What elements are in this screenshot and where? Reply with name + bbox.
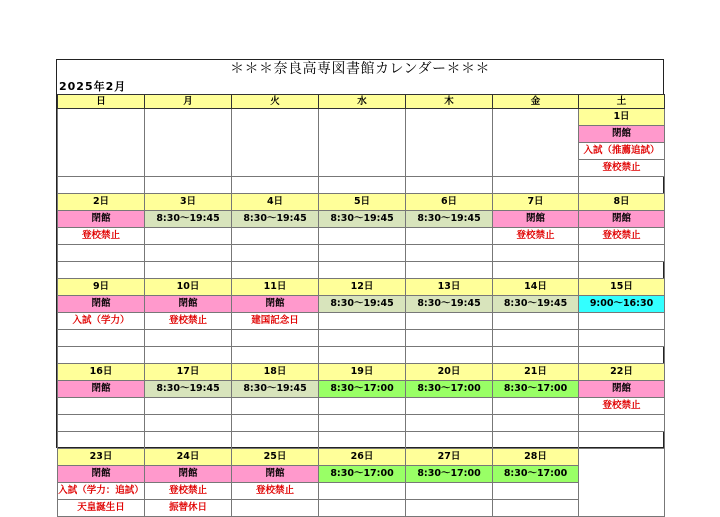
weekday-thu: 木: [406, 95, 493, 109]
day-status: 閉館: [579, 126, 665, 143]
spacer-cell: [579, 347, 665, 364]
day-note: 登校禁止: [58, 228, 145, 245]
day-note: [579, 313, 665, 330]
day-note: [406, 228, 493, 245]
day-note: [232, 500, 319, 517]
day-date: 21日: [493, 364, 579, 381]
week-spacer-row: [58, 262, 665, 279]
day-status: 閉館: [145, 466, 232, 483]
spacer-cell: [579, 432, 665, 449]
spacer-cell: [319, 262, 406, 279]
day-status: 8:30～17:00: [493, 381, 579, 398]
day-note: 登校禁止: [579, 228, 665, 245]
calendar-sheet: [56, 59, 664, 513]
day-date: 22日: [579, 364, 665, 381]
day-status: 閉館: [579, 211, 665, 228]
day-note: [232, 415, 319, 432]
day-note: [406, 415, 493, 432]
spacer-cell: [319, 177, 406, 194]
day-note: [319, 313, 406, 330]
spacer-cell: [145, 262, 232, 279]
week-date-row: [58, 194, 665, 211]
day-date: 12日: [319, 279, 406, 296]
day-status: 8:30～17:00: [319, 381, 406, 398]
day-status: 閉館: [58, 381, 145, 398]
week-note-row: [58, 245, 665, 262]
week-date-row: [58, 279, 665, 296]
day-note: [232, 398, 319, 415]
day-note: [232, 330, 319, 347]
empty-day-cell: [493, 109, 579, 177]
day-note: [319, 415, 406, 432]
day-status: 8:30～19:45: [406, 211, 493, 228]
day-note: [319, 228, 406, 245]
day-status: 閉館: [58, 296, 145, 313]
week-date-row: [58, 364, 665, 381]
day-date: 28日: [493, 449, 579, 466]
day-note: 登校禁止: [493, 228, 579, 245]
day-date: 23日: [58, 449, 145, 466]
day-status: 閉館: [493, 211, 579, 228]
day-note: [145, 330, 232, 347]
day-note: 入試（推薦追試）: [579, 143, 665, 160]
empty-day-cell: [58, 109, 145, 177]
day-note: [493, 245, 579, 262]
day-note: [232, 228, 319, 245]
empty-day-cell: [232, 109, 319, 177]
day-note: [319, 500, 406, 517]
weekday-wed: 水: [319, 95, 406, 109]
spacer-cell: [319, 347, 406, 364]
spacer-cell: [58, 347, 145, 364]
empty-day-cell: [579, 449, 665, 517]
day-status: 8:30～19:45: [319, 211, 406, 228]
day-date: 4日: [232, 194, 319, 211]
day-note: 建国記念日: [232, 313, 319, 330]
calendar-body: [58, 109, 665, 517]
day-status: 8:30～17:00: [406, 466, 493, 483]
day-date: 10日: [145, 279, 232, 296]
day-note: [493, 415, 579, 432]
spacer-cell: [493, 432, 579, 449]
spacer-cell: [232, 347, 319, 364]
day-note: [145, 398, 232, 415]
day-note: [145, 245, 232, 262]
day-note: [145, 228, 232, 245]
day-note: [58, 245, 145, 262]
day-note: 登校禁止: [145, 483, 232, 500]
day-note: 登校禁止: [579, 160, 665, 177]
day-date: 13日: [406, 279, 493, 296]
day-date: 25日: [232, 449, 319, 466]
weekday-tue: 火: [232, 95, 319, 109]
spacer-cell: [406, 432, 493, 449]
weekday-sat: 土: [579, 95, 665, 109]
week-status-row: [58, 211, 665, 228]
empty-day-cell: [319, 109, 406, 177]
day-date: 1日: [579, 109, 665, 126]
day-note: [579, 330, 665, 347]
week-spacer-row: [58, 177, 665, 194]
day-status: 8:30～19:45: [232, 211, 319, 228]
day-date: 14日: [493, 279, 579, 296]
day-note: [58, 398, 145, 415]
week-status-row: [58, 296, 665, 313]
spacer-cell: [406, 177, 493, 194]
day-status: 閉館: [145, 296, 232, 313]
spacer-cell: [406, 262, 493, 279]
day-status: 8:30～17:00: [319, 466, 406, 483]
day-date: 19日: [319, 364, 406, 381]
week-note-row: [58, 313, 665, 330]
weekday-header-row: [58, 95, 665, 109]
day-date: 17日: [145, 364, 232, 381]
day-note: [493, 500, 579, 517]
day-status: 閉館: [58, 211, 145, 228]
day-status: 8:30～17:00: [406, 381, 493, 398]
day-note: [493, 398, 579, 415]
week-spacer-row: [58, 432, 665, 449]
spacer-cell: [58, 432, 145, 449]
week-note-row: [58, 330, 665, 347]
day-note: [232, 245, 319, 262]
spacer-cell: [579, 262, 665, 279]
day-note: [493, 313, 579, 330]
spacer-cell: [406, 347, 493, 364]
day-note: 登校禁止: [145, 313, 232, 330]
spacer-cell: [319, 432, 406, 449]
month-label: 2025年2月: [59, 80, 127, 93]
calendar-table: [57, 94, 665, 517]
day-status: 8:30～19:45: [232, 381, 319, 398]
spacer-cell: [145, 177, 232, 194]
day-status: 閉館: [58, 466, 145, 483]
day-date: 24日: [145, 449, 232, 466]
page-title: ＊＊＊奈良高専図書館カレンダー＊＊＊: [229, 61, 491, 77]
day-note: [493, 483, 579, 500]
week-date-row: [58, 449, 665, 466]
day-note: [406, 500, 493, 517]
day-date: 11日: [232, 279, 319, 296]
day-date: 7日: [493, 194, 579, 211]
day-note: 天皇誕生日: [58, 500, 145, 517]
day-status: 8:30～19:45: [319, 296, 406, 313]
day-date: 26日: [319, 449, 406, 466]
day-date: 15日: [579, 279, 665, 296]
spacer-cell: [579, 177, 665, 194]
day-date: 6日: [406, 194, 493, 211]
day-date: 27日: [406, 449, 493, 466]
day-note: [493, 330, 579, 347]
day-status: 8:30～19:45: [145, 381, 232, 398]
week-spacer-row: [58, 347, 665, 364]
day-note: [145, 415, 232, 432]
day-status: 閉館: [232, 296, 319, 313]
week-note-row: [58, 500, 665, 517]
spacer-cell: [232, 262, 319, 279]
day-note: 入試（学力：追試）: [58, 483, 145, 500]
week-date-row: [58, 109, 665, 126]
day-note: [406, 398, 493, 415]
day-note: [319, 483, 406, 500]
day-status: 8:30～17:00: [493, 466, 579, 483]
spacer-cell: [58, 177, 145, 194]
spacer-cell: [232, 177, 319, 194]
weekday-sun: 日: [58, 95, 145, 109]
day-status: 閉館: [579, 381, 665, 398]
day-note: [319, 398, 406, 415]
day-status: 8:30～19:45: [406, 296, 493, 313]
day-note: [406, 330, 493, 347]
day-note: [579, 415, 665, 432]
spacer-cell: [493, 262, 579, 279]
spacer-cell: [145, 432, 232, 449]
week-status-row: [58, 466, 665, 483]
week-status-row: [58, 381, 665, 398]
week-note-row: [58, 483, 665, 500]
day-date: 18日: [232, 364, 319, 381]
day-date: 8日: [579, 194, 665, 211]
day-note: [579, 245, 665, 262]
day-note: [58, 330, 145, 347]
day-date: 16日: [58, 364, 145, 381]
day-status: 8:30～19:45: [145, 211, 232, 228]
day-date: 3日: [145, 194, 232, 211]
day-note: 入試（学力）: [58, 313, 145, 330]
week-note-row: [58, 228, 665, 245]
day-note: 振替休日: [145, 500, 232, 517]
day-note: [406, 313, 493, 330]
empty-day-cell: [406, 109, 493, 177]
day-note: [406, 483, 493, 500]
week-note-row: [58, 398, 665, 415]
day-status: 8:30～19:45: [493, 296, 579, 313]
day-note: [319, 330, 406, 347]
day-date: 9日: [58, 279, 145, 296]
day-note: 登校禁止: [579, 398, 665, 415]
day-status: 閉館: [232, 466, 319, 483]
week-note-row: [58, 415, 665, 432]
spacer-cell: [493, 177, 579, 194]
empty-day-cell: [145, 109, 232, 177]
spacer-cell: [58, 262, 145, 279]
day-note: 登校禁止: [232, 483, 319, 500]
weekday-mon: 月: [145, 95, 232, 109]
day-date: 2日: [58, 194, 145, 211]
spacer-cell: [493, 347, 579, 364]
spacer-cell: [145, 347, 232, 364]
spacer-cell: [232, 432, 319, 449]
weekday-fri: 金: [493, 95, 579, 109]
day-date: 5日: [319, 194, 406, 211]
day-note: [319, 245, 406, 262]
day-note: [406, 245, 493, 262]
day-note: [58, 415, 145, 432]
day-status: 9:00～16:30: [579, 296, 665, 313]
day-date: 20日: [406, 364, 493, 381]
